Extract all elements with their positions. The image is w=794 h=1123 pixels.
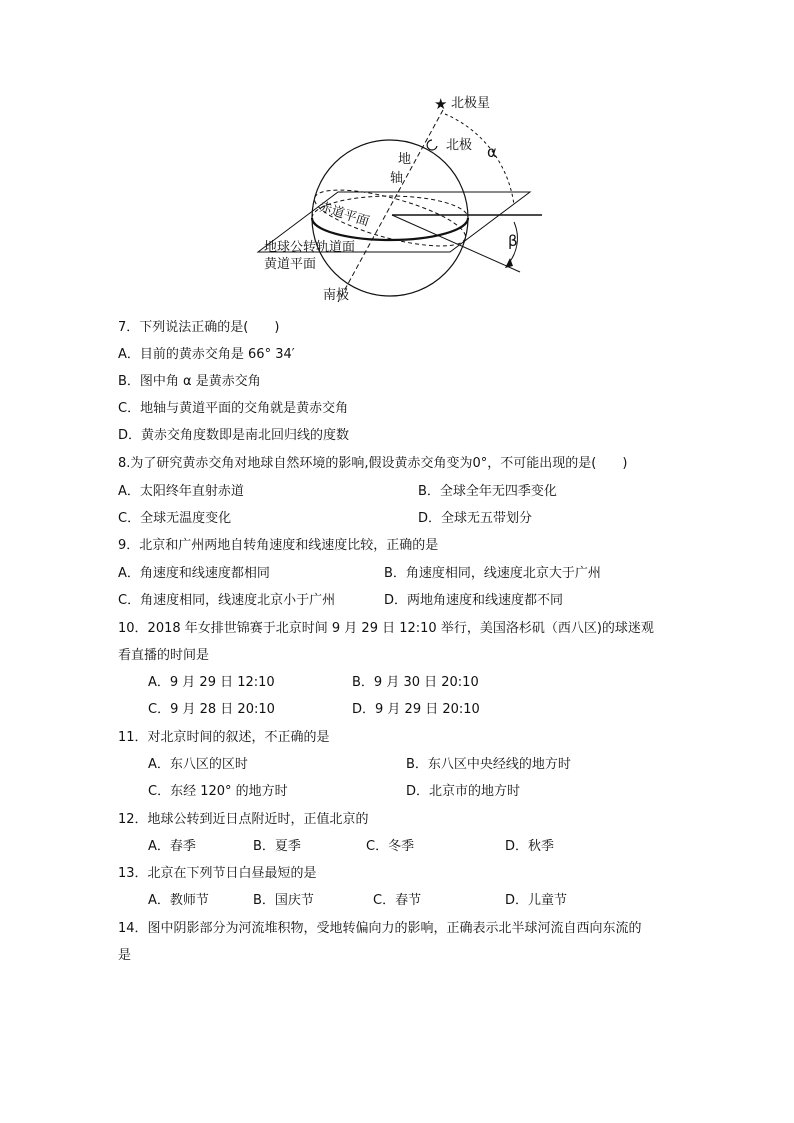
- label-alpha: α: [487, 143, 497, 161]
- q9-option-d: D．两地角速度和线速度都不同: [384, 593, 564, 608]
- label-south-pole: 南极: [323, 288, 350, 303]
- q8-option-a: A．太阳终年直射赤道: [118, 484, 244, 499]
- q9-option-a: A．角速度和线速度都相同: [118, 566, 270, 581]
- q12-stem: 12．地球公转到近日点附近时，正值北京的: [118, 812, 369, 827]
- q11-option-c: C．东经 120° 的地方时: [148, 784, 288, 799]
- q7-option-b: B．图中角 α 是黄赤交角: [118, 374, 261, 389]
- q13-stem: 13．北京在下列节日白昼最短的是: [118, 866, 317, 881]
- label-ecliptic-plane: 黄道平面: [264, 257, 317, 272]
- q11-stem: 11．对北京时间的叙述，不正确的是: [118, 730, 330, 745]
- q8-stem: 8.为了研究黄赤交角对地球自然环境的影响,假设黄赤交角变为0°，不可能出现的是( ): [118, 456, 628, 471]
- q12-option-b: B．夏季: [253, 839, 301, 854]
- q12-option-a: A．春季: [148, 839, 196, 854]
- label-axis-2: 轴: [390, 171, 404, 186]
- q8-option-d: D．全球无五带划分: [418, 511, 533, 526]
- earth-axis: [338, 110, 443, 302]
- q7-option-c: C．地轴与黄道平面的交角就是黄赤交角: [118, 401, 349, 416]
- alpha-arc: [445, 114, 514, 205]
- q10-stem-line1: 10．2018 年女排世锦赛于北京时间 9 月 29 日 12:10 举行，美国洛杉矶（西八区)的球迷观: [118, 621, 654, 636]
- q11-option-d: D．北京市的地方时: [406, 784, 521, 799]
- q11-option-a: A．东八区的区时: [148, 757, 248, 772]
- orbit-ellipse-front: [312, 218, 468, 240]
- label-beta: β: [508, 232, 518, 250]
- q12-option-c: C．冬季: [366, 839, 415, 854]
- q9-stem: 9．北京和广州两地自转角速度和线速度比较，正确的是: [118, 538, 439, 553]
- north-star-icon: ★: [434, 95, 448, 113]
- label-equator-plane: 赤道平面: [316, 199, 371, 230]
- q10-option-a: A．9 月 29 日 12:10: [148, 675, 275, 690]
- q13-option-a: A．教师节: [148, 893, 209, 908]
- label-north-star: 北极星: [451, 96, 491, 111]
- q10-option-c: C．9 月 28 日 20:10: [148, 702, 275, 717]
- q14-stem-line2: 是: [118, 948, 132, 963]
- q14-stem-line1: 14．图中阴影部分为河流堆积物，受地转偏向力的影响，正确表示北半球河流自西向东流的: [118, 921, 642, 936]
- q10-option-b: B．9 月 30 日 20:10: [352, 675, 479, 690]
- q13-option-d: D．儿童节: [505, 893, 568, 908]
- label-north-pole: 北极: [446, 138, 473, 153]
- q13-option-c: C．春节: [373, 893, 422, 908]
- rotation-arrow: [427, 140, 437, 150]
- q12-option-d: D．秋季: [505, 839, 555, 854]
- earth-axis-diagram: [240, 88, 560, 308]
- label-orbit-plane: 地球公转轨道面: [264, 240, 356, 255]
- q7-option-d: D．黄赤交角度数即是南北回归线的度数: [118, 428, 350, 443]
- q13-option-b: B．国庆节: [253, 893, 314, 908]
- q9-option-c: C．角速度相同，线速度北京小于广州: [118, 593, 336, 608]
- q8-option-b: B．全球全年无四季变化: [418, 484, 557, 499]
- q10-stem-line2: 看直播的时间是: [118, 648, 210, 663]
- q8-option-c: C．全球无温度变化: [118, 511, 232, 526]
- q7-option-a: A．目前的黄赤交角是 66° 34′: [118, 347, 295, 362]
- q9-option-b: B．角速度相同，线速度北京大于广州: [384, 566, 601, 581]
- q7-stem: 7．下列说法正确的是( ): [118, 320, 280, 335]
- q10-option-d: D．9 月 29 日 20:10: [352, 702, 480, 717]
- q11-option-b: B．东八区中央经线的地方时: [406, 757, 571, 772]
- label-axis-1: 地: [398, 152, 412, 167]
